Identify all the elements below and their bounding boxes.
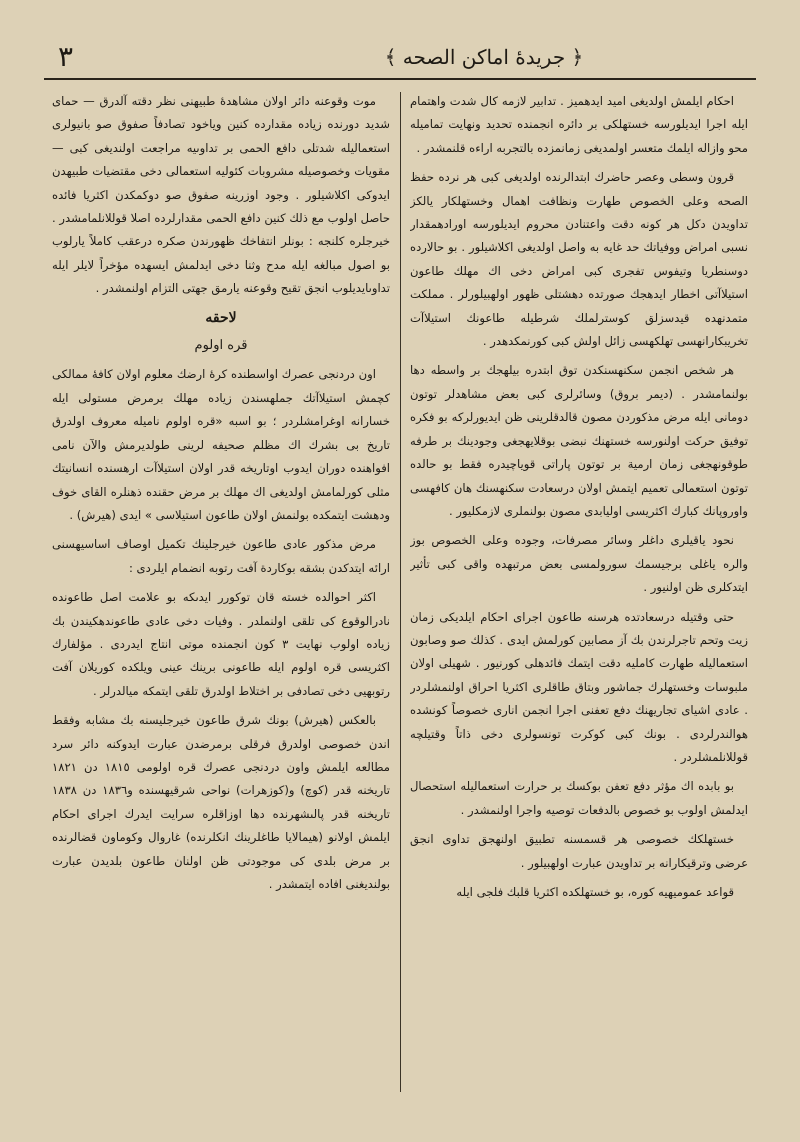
left-column xyxy=(52,90,390,1100)
paragraph: هر شخص انجمن سكنهسنكدن توق ابتدره بيلهجك بر واسطه دها بولنمامشدر . (ديمر بروق) وسائرلرى كبى بعض مشاهدلر توتون دومانى ايله مرض مذكوردن مصون قالدقلرينى ظن ايديورلركه بو فكره توفيق حركت اولنورسه خستهنك نبضى بوقلايهجغى وجودينك بر طرفه طوقونهجغى زمان ارمية بر توتون پاراتى قوياچيدره فقط بو حالده توتون استعمالى تعميم ايتمش اولان درسعادت سكنهسنك هان كافهسى واوروپانك كبارك اكثريسى اوليابدى مصون بولنملرى لازمكليور . xyxy=(410,363,748,518)
appendix-subheading: قره اولوم xyxy=(194,338,248,354)
header-rule xyxy=(44,78,756,80)
paragraph: بالعكس (هيرش) بونك شرق طاعون خيرجليسنه بك مشابه وفقط اندن خصوصى اولدرق فرقلى برمرضدن عبارت ايدوكنه دائر سرد مطالعه ايلمش واون دردنجى عصرك قره اولومى ١٨١٥ دن ١٨٢١ تاريخنه قدر (كوچ) و(كوزهرات) نواحى شرقيهسنده و١٨٣٦ دن ١٨٣٨ تاريخنه قدر پالىشهرنده دها اوزاقلره سرايت ايدرك اجراى احكام ايلمش اولانو (هيمالايا طاغلرينك انكلرنده) غاروال وكوماون قضالرنده بر مرض بلدى كى موجودتى ظن اولنان طاعون بلديدن عبارت بولنديغنى افاده ايتمشدر . xyxy=(52,713,390,891)
paragraph: مرض مذكور عادى طاعون خيرجلينك تكميل اوصاف اساسيهسنى ارائه ايتدكدن بشقه بوكاردة آفت رتوبه انضمام ايلردى : xyxy=(52,537,390,575)
paragraph: احكام ايلمش اولديغى اميد ايدهميز . تدابير لازمه كال شدت واهتمام ايله اجرا ايديلورسه خستهلكى بر دائره انجمنده تحديد ونهايت تماميله محو وازاله ايلمك متعسر اولمديغى زمانمزده بالتجربه اراءه قلنمشدر . xyxy=(410,94,748,155)
journal-title: ﴿ جريدهٔ اماكن الصحه ﴾ xyxy=(384,45,584,69)
appendix-heading: لاحقه xyxy=(205,309,237,326)
paragraph: بو بابده اك مؤثر دفع تعفن بوكسك بر حرارت استعماليله استحصال ايدلمش اولوب بو خصوص بالدفعات توصيه واجرا اولنمشدر . xyxy=(410,779,748,817)
paragraph: حتى وقتيله درسعادتده هرسنه طاعون اجراى احكام ايلديكى زمان زيت وتحم تاجرلرندن بك آز مصابين كورلمش ايدى . كذلك صو وصابون استعماليله طهارت كامليه دقت ايتمك فائدهلى كورنيور . شهيلى اولان ملبوسات وخستهلرك جماشور وبتاق طاقلرى اكثريا احراق اولنمشلردر . عادى اشياى تجاريهنك دفع تعفنى اجرا انجمن انارى خصوصاً كونشده هوالندرلردى . بونك كبى كوكرت تونسولرى دخى ذاتاً وقتيلچه قوللانلمشلردر . xyxy=(410,609,748,764)
paragraph: نحود ياقيلرى داغلر وسائر مصرفات، وجوده وعلى الخصوص بوز والره ياغلى برجيسمك سورولمسى بعض مرتبهده واقى كبى تأثير ايتدكلرى ظن اولنيور . xyxy=(410,533,748,595)
paragraph: موت وقوعنه دائر اولان مشاهدهٔ طبيهنى نظر دقته آلدرق — حماى شديد دورنده زياده مقدارده كنين وياخود تصادفاً صفوق صو بانيولرى استعماليله شدتلى دافع الحمى بر تداوىيه مراجعت اولنديغى كبى — مقويات وخصوصيله مشروبات كئوليه استعمالى دخى مقتضيات طبيهدن ايدوكى اكلاشيلور . وجود اوزرينه صفوق صو دوكمكدن اكثريا فائده حاصل اولوب مع ذلك كنين دافع الحمى مقدارلرده اصلا قوللانلمامشدر . خيرجلره كلنجه : بونلر انتفاخك ظهورندن صكره درعقب كاملاً يارلوب بو اصول مبالغه ايله مدح وثنا دخى ايدلمش ايسهده مؤخراً لايلر ايله تداوىايديلوب انجق تقيح وقوعنه يارمق جهتى التزام اولنمشدر . xyxy=(52,94,390,296)
paragraph: خستهلكك خصوصى هر قسمسنه تطبيق اولنهجق تداوى انجق عرضى وترقيكارانه بر تداويدن عبارت اولهبيلور . xyxy=(410,832,748,870)
paragraph: اون دردنجى عصرك اواسطنده كرهٔ ارضك معلوم اولان كافهٔ ممالكى كچمش استيلاآتك جملهسندن زياده مهلك برمرض مستولى ايله خسارانه اوغرامشلردر ؛ بو اسبه «قره اولوم نامیله معروف اولدرق تاريخ بى بشرك اك مظلم صحيفه لرينى طولديرمش والآن نامى افواهنده دوران ايدوب اوتاريخه قدر اولان استيلاآت ارهسنده انسانيتك مثلى كورلمامش اولديغى اك مهلك بر مرض حقنده ذهنلره القاى خوف ودهشت ايتمكده بولنمش اولان طاعون استيلاسى » ايدى (هيرش) . xyxy=(52,367,390,522)
right-column xyxy=(410,90,748,1100)
paragraph: اكثر احوالده خسته قان توكورر ايدىكه بو علامت اصل طاعونده نادرالوقوع كى تلقى اولنملدر . وفيات دخى عادى طاعوندهكيندن بك زياده اولوب نهايت ٣ كون انجمنده موتى انتاج ايدردى . مؤلفارك اكثريسى قره اولوم ايله طاعونى برينك عينى ويلكده كوريلان آفت رتوبهيى دخى تصادفى بر اختلاط اولدرق تلقى ايتمكه ميالدرلر . xyxy=(52,590,390,698)
paragraph: قواعد عموميهيه كوره، بو خستهلكده اكثريا قلبك فلجى ايله xyxy=(456,885,734,899)
page-header xyxy=(44,40,756,74)
column-divider xyxy=(400,92,401,1092)
paragraph: قرون وسطى وعصر حاضرك ابتدالرنده اولديغى كبى هر نرده حفظ الصحه وعلى الخصوص طهارت ونظافت اهمال وخستهلكار يالكز تداويدن دكل هر كونه دقت واعتنادن محروم ايديلورسه اورادهمقدار نسبى امراض ووفياتك حد غايه به واصل اولديغى اكلاشيلور . بو حالارده دوسنطريا وتيفوس تفجرى كبى امراض دخى اك مهلك طاعون استيلاآتى اخطار ايدهجك صورتده دهشتلى ظهور اولهبيلورلر . مملكت متمدنهده قيدسزلق كوسترلملك شرطيله طاعونك استيلاآت تخريبكارانهسى تهلكهسى زائل اولش كبى كورنمكدهدر . xyxy=(410,170,748,349)
page-number: ٣ xyxy=(58,40,74,73)
